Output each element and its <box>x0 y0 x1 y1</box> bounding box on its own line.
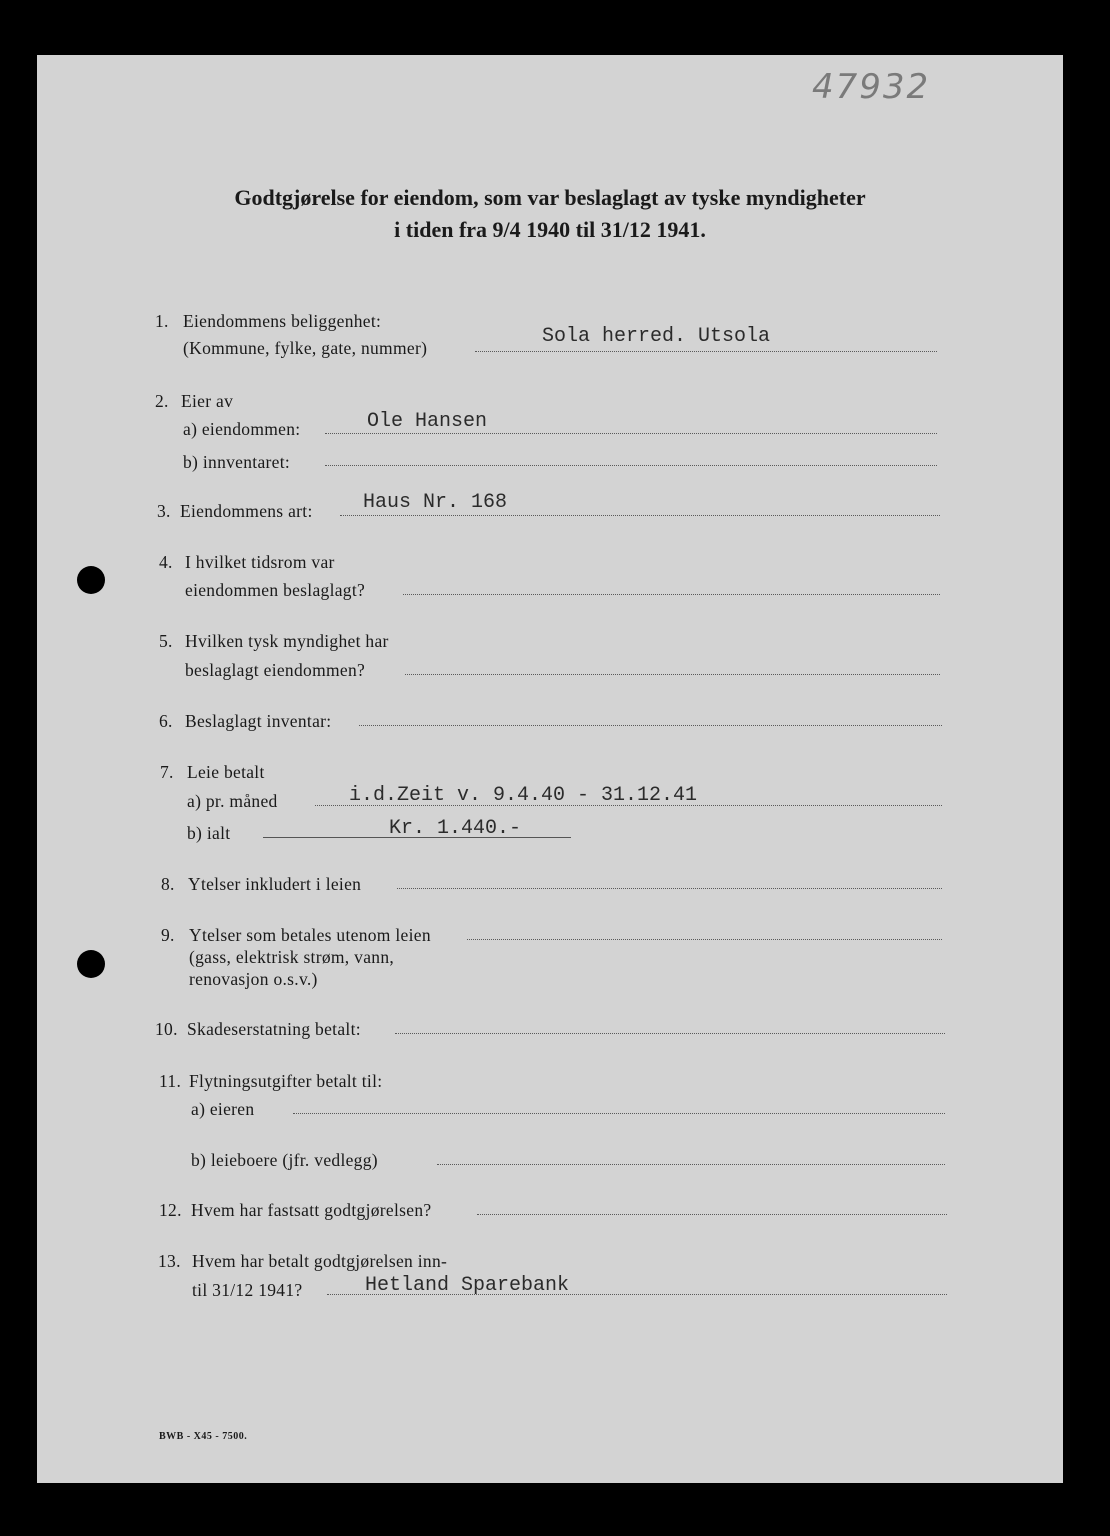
item-7-label: Leie betalt <box>187 762 265 782</box>
item-10-number: 10. <box>155 1019 178 1039</box>
item-2a-value: Ole Hansen <box>367 410 488 433</box>
item-4-number: 4. <box>159 552 173 572</box>
item-2a-line <box>325 433 937 434</box>
item-12-label: Hvem har fastsatt godtgjørelsen? <box>191 1200 432 1220</box>
punch-hole-bottom <box>77 950 105 978</box>
item-3-value: Haus Nr. 168 <box>363 491 508 514</box>
form-page <box>37 55 1063 1483</box>
form-footer-code: BWB - X45 - 7500. <box>159 1431 248 1442</box>
item-3-number: 3. <box>157 501 171 521</box>
item-3-label: Eiendommens art: <box>180 501 313 521</box>
item-5-label: Hvilken tysk myndighet har <box>185 631 389 651</box>
item-11-number: 11. <box>159 1071 182 1091</box>
item-13-label: Hvem har betalt godtgjørelsen inn- <box>192 1251 448 1271</box>
item-2-number: 2. <box>155 391 169 411</box>
item-6-number: 6. <box>159 711 173 731</box>
item-11b-label: b) leieboere (jfr. vedlegg) <box>191 1150 378 1170</box>
item-9-sublabel-2: renovasjon o.s.v.) <box>189 969 318 989</box>
archive-number: 47932 <box>812 67 931 107</box>
item-9-line <box>467 939 942 940</box>
item-7a-label: a) pr. måned <box>187 791 278 811</box>
item-7a-value: i.d.Zeit v. 9.4.40 - 31.12.41 <box>349 784 698 807</box>
form-title-line-1: Godtgjørelse for eiendom, som var beslaglagt av tyske myndigheter <box>234 185 866 210</box>
item-6-line <box>359 725 942 726</box>
item-2-label: Eier av <box>181 391 234 411</box>
item-2b-label: b) innventaret: <box>183 452 291 472</box>
item-9-sublabel-1: (gass, elektrisk strøm, vann, <box>189 947 395 967</box>
item-2b-line <box>325 465 937 466</box>
item-11a-label: a) eieren <box>191 1099 255 1119</box>
item-7b-label: b) ialt <box>187 823 231 843</box>
item-2a-label: a) eiendommen: <box>183 419 301 439</box>
item-11b-line <box>437 1164 945 1165</box>
item-1-value: Sola herred. Utsola <box>542 325 771 348</box>
item-8-line <box>397 888 942 889</box>
item-13-number: 13. <box>158 1251 181 1271</box>
item-7b-value: Kr. 1.440.- <box>389 817 522 840</box>
item-8-label: Ytelser inkludert i leien <box>188 874 362 894</box>
item-12-number: 12. <box>159 1200 182 1220</box>
item-4-sublabel: eiendommen beslaglagt? <box>185 580 366 600</box>
item-3-line <box>340 515 940 516</box>
item-12-line <box>477 1214 947 1215</box>
item-4-line <box>403 594 940 595</box>
item-4-label: I hvilket tidsrom var <box>185 552 335 572</box>
item-13-sublabel: til 31/12 1941? <box>192 1280 303 1300</box>
punch-hole-top <box>77 566 105 594</box>
form-title-line-2: i tiden fra 9/4 1940 til 31/12 1941. <box>394 217 706 242</box>
item-5-sublabel: beslaglagt eiendommen? <box>185 660 366 680</box>
item-1-sublabel: (Kommune, fylke, gate, nummer) <box>183 338 428 358</box>
item-11a-line <box>293 1113 945 1114</box>
item-11-label: Flytningsutgifter betalt til: <box>189 1071 383 1091</box>
item-5-number: 5. <box>159 631 173 651</box>
item-7-number: 7. <box>160 762 174 782</box>
item-9-number: 9. <box>161 925 175 945</box>
item-1-label: Eiendommens beliggenhet: <box>183 311 382 331</box>
item-6-label: Beslaglagt inventar: <box>185 711 332 731</box>
item-9-label: Ytelser som betales utenom leien <box>189 925 431 945</box>
item-1-number: 1. <box>155 311 169 331</box>
item-10-label: Skadeserstatning betalt: <box>187 1019 361 1039</box>
item-8-number: 8. <box>161 874 175 894</box>
item-1-line <box>475 351 937 352</box>
item-5-line <box>405 674 940 675</box>
item-13-value: Hetland Sparebank <box>365 1274 570 1297</box>
item-10-line <box>395 1033 945 1034</box>
